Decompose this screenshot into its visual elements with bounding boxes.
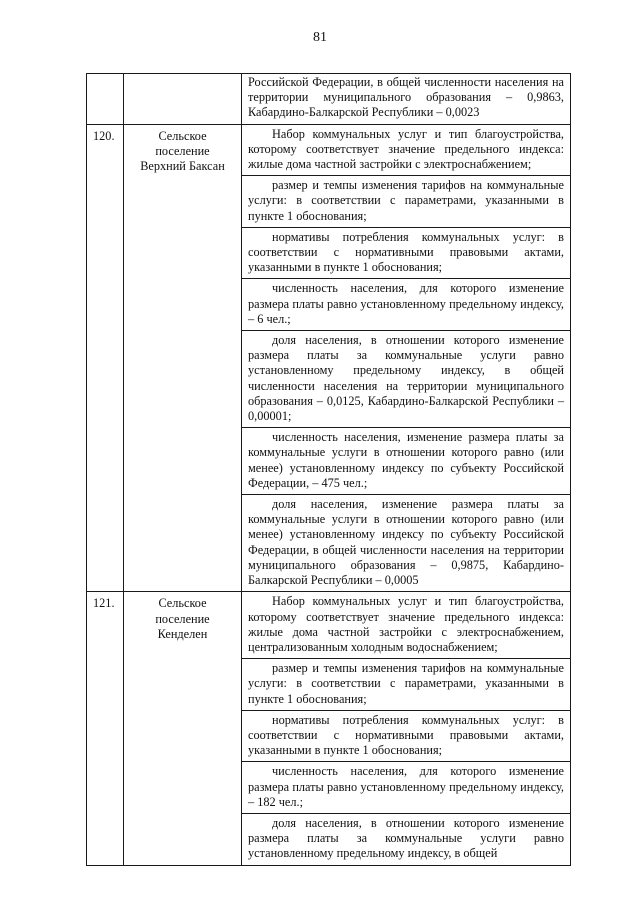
settlement-name-line: поселение bbox=[155, 143, 210, 158]
description-paragraph: доля населения, в отношении которого изменение размера платы за коммунальные услуги равно установленному предельному индексу, в общей bbox=[248, 815, 564, 861]
document-table bbox=[86, 73, 571, 866]
description-paragraph: размер и темпы изменения тарифов на коммунальные услуги: в соответствии с параметрами, указанными в пункте 1 обоснования; bbox=[242, 659, 570, 711]
page-number: 81 bbox=[313, 30, 327, 45]
settlement-name-line: поселение bbox=[155, 611, 210, 626]
row-number: 120. bbox=[87, 124, 124, 592]
description-paragraph: численность населения, для которого изменение размера платы равно установленному предельному индексу, – 182 чел.; bbox=[242, 762, 570, 814]
settlement-name-line: Сельское bbox=[158, 596, 207, 611]
description-paragraph: доля населения, изменение размера платы за коммунальные услуги в отношении которого равно (или менее) установленному индексу по субъекту Российской Федерации, в общей численности населения на территории муниципального образования – 0,9875, Кабардино-Балкарской Республики – 0,0005 bbox=[248, 497, 564, 588]
row-number-cell bbox=[87, 74, 124, 125]
table-row-continuation bbox=[87, 74, 571, 125]
row-number: 121. bbox=[87, 592, 124, 865]
description-paragraph: Российской Федерации, в общей численности населения на территории муниципального образования – 0,9863, Кабардино-Балкарской Республики – 0,0023 bbox=[248, 75, 564, 120]
settlement-name-line: Сельское bbox=[158, 128, 207, 143]
settlement-name-line: Кенделен bbox=[157, 626, 208, 641]
description-paragraph: численность населения, для которого изменение размера платы равно установленному предельному индексу, – 6 чел.; bbox=[242, 279, 570, 331]
table-row-120 bbox=[87, 124, 571, 592]
description-paragraph: Набор коммунальных услуг и тип благоустройства, которому соответствует значение предельного индекса: жилые дома частной застройки с электроснабжением; bbox=[242, 125, 570, 177]
description-paragraph: численность населения, изменение размера платы за коммунальные услуги в отношении которого равно (или менее) установленному индексу по субъекту Российской Федерации, – 475 чел.; bbox=[242, 428, 570, 495]
description-cell bbox=[242, 592, 571, 865]
description-paragraph: Набор коммунальных услуг и тип благоустройства, которому соответствует значение предельного индекса: жилые дома частной застройки с электроснабжением, централизованным холодным водоснабжением; bbox=[242, 592, 570, 659]
description-paragraph: доля населения, в отношении которого изменение размера платы за коммунальные услуги равно установленному предельному индексу, в общей численности населения на территории муниципального образования – 0,0125, Кабардино-Балкарской Республики – 0,00001; bbox=[242, 331, 570, 428]
description-paragraph: нормативы потребления коммунальных услуг: в соответствии с нормативными правовыми актами, указанными в пункте 1 обоснования; bbox=[242, 711, 570, 763]
description-cell bbox=[242, 74, 571, 125]
settlement-name-cell bbox=[124, 74, 242, 125]
description-cell bbox=[242, 124, 571, 592]
settlement-name-cell bbox=[124, 592, 242, 865]
settlement-name-line: Верхний Баксан bbox=[140, 159, 225, 174]
table-row-121 bbox=[87, 592, 571, 865]
description-paragraph: размер и темпы изменения тарифов на коммунальные услуги: в соответствии с параметрами, указанными в пункте 1 обоснования; bbox=[242, 176, 570, 228]
settlement-name-cell bbox=[124, 124, 242, 592]
description-paragraph: нормативы потребления коммунальных услуг: в соответствии с нормативными правовыми актами, указанными в пункте 1 обоснования; bbox=[242, 228, 570, 280]
